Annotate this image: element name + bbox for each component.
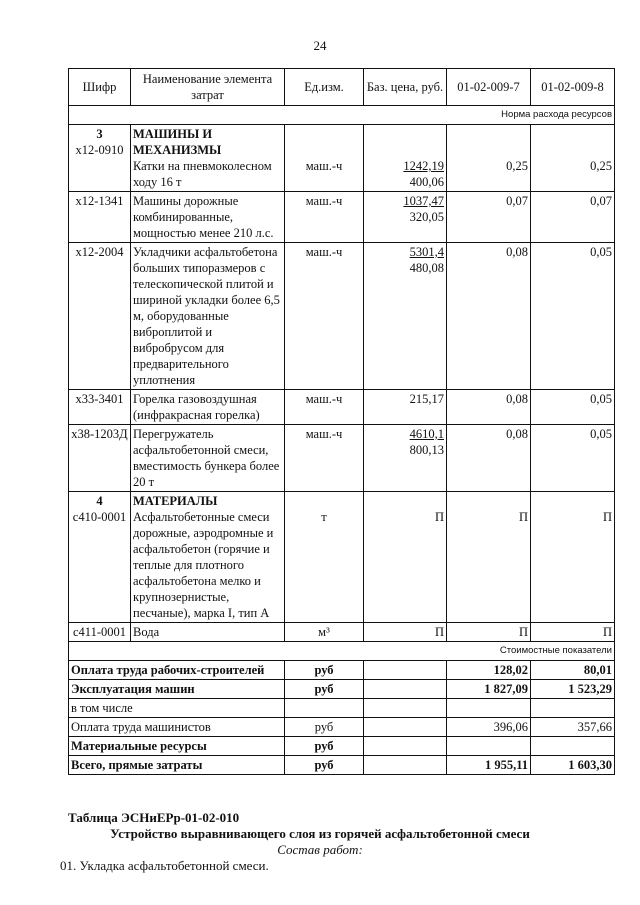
row-norm-col1-cell — [447, 243, 531, 390]
row-norm-col2: 0,05 — [590, 245, 612, 259]
row-norm-col1: 0,25 — [506, 159, 528, 173]
section-number: 4 — [96, 494, 103, 508]
row-norm-col1-cell — [447, 390, 531, 425]
row-price-labor: 480,08 — [409, 261, 444, 275]
row-code: х33-3401 — [75, 392, 124, 406]
cost-band-row — [69, 642, 615, 661]
row-name: Машины дорожные комбинированные, мощностью менее 210 л.с. — [133, 194, 274, 240]
totals-col2: 357,66 — [531, 718, 615, 737]
row-norm-col1: 0,08 — [506, 427, 528, 441]
row-norm-col2-cell — [531, 623, 615, 642]
row-name-cell — [131, 243, 285, 390]
totals-col2 — [531, 699, 615, 718]
header-col1: 01-02-009-7 — [447, 69, 531, 106]
totals-unit: руб — [285, 737, 364, 756]
row-price-cell — [364, 492, 447, 623]
header-col2: 01-02-009-8 — [531, 69, 615, 106]
row-unit: т — [321, 510, 327, 524]
row-norm-col2-cell — [531, 425, 615, 492]
row-name: Горелка газовоздушная (инфракрасная горелка) — [133, 392, 260, 422]
totals-unit: руб — [285, 680, 364, 699]
row-name-cell — [131, 492, 285, 623]
row-price-base: 215,17 — [409, 392, 444, 406]
totals-unit: руб — [285, 661, 364, 680]
row-norm-col1-cell — [447, 192, 531, 243]
totals-col2: 80,01 — [531, 661, 615, 680]
row-norm-col1: 0,07 — [506, 194, 528, 208]
row-unit: маш.-ч — [305, 159, 343, 173]
row-norm-col2: 0,05 — [590, 427, 612, 441]
totals-price-empty — [364, 661, 447, 680]
row-norm-col1-cell — [447, 623, 531, 642]
row-price-labor: 320,05 — [409, 210, 444, 224]
header-name: Наименование элемента затрат — [131, 69, 285, 106]
row-name-cell — [131, 390, 285, 425]
row-norm-col1: 0,08 — [506, 392, 528, 406]
row-norm-col1: 0,08 — [506, 245, 528, 259]
row-norm-col2: 0,05 — [590, 392, 612, 406]
totals-col1 — [447, 737, 531, 756]
totals-price-empty — [364, 737, 447, 756]
totals-name: Оплата труда рабочих-строителей — [69, 661, 285, 680]
totals-row — [69, 680, 615, 699]
row-price-base: П — [434, 625, 444, 639]
row-unit-cell — [285, 125, 364, 192]
totals-price-empty — [364, 699, 447, 718]
row-norm-col2: П — [602, 510, 612, 524]
composition-label: Состав работ: — [277, 842, 363, 857]
totals-row — [69, 756, 615, 775]
totals-unit — [285, 699, 364, 718]
row-code-cell — [69, 243, 131, 390]
row-norm-col2-cell — [531, 492, 615, 623]
table-row — [69, 425, 615, 492]
row-price-cell — [364, 623, 447, 642]
row-unit-cell — [285, 623, 364, 642]
row-norm-col1: П — [518, 625, 528, 639]
table-row — [69, 492, 615, 623]
row-name-cell — [131, 425, 285, 492]
row-norm-col2: 0,25 — [590, 159, 612, 173]
table-row — [69, 125, 615, 192]
row-code: х12-2004 — [75, 245, 124, 259]
row-price-labor: 800,13 — [409, 443, 444, 457]
row-norm-col1: П — [518, 510, 528, 524]
totals-col1 — [447, 699, 531, 718]
section-title: МАШИНЫ И МЕХАНИЗМЫ — [133, 127, 222, 157]
totals-col1: 1 827,09 — [447, 680, 531, 699]
row-code: х12-1341 — [75, 194, 124, 208]
row-unit-cell — [285, 390, 364, 425]
row-code-cell — [69, 125, 131, 192]
row-price-base: 5301,4 — [409, 245, 444, 259]
totals-name: в том числе — [69, 699, 285, 718]
row-unit-cell — [285, 243, 364, 390]
work-item: 01. Укладка асфальтобетонной смеси. — [60, 858, 269, 873]
totals-row — [69, 661, 615, 680]
row-code: с410-0001 — [72, 510, 127, 524]
page-number: 24 — [313, 38, 327, 53]
row-norm-col1-cell — [447, 125, 531, 192]
row-norm-col2: 0,07 — [590, 194, 612, 208]
row-code-cell — [69, 390, 131, 425]
row-price-base: 1037,47 — [403, 194, 444, 208]
row-code-cell — [69, 192, 131, 243]
row-code-cell — [69, 623, 131, 642]
row-unit: маш.-ч — [305, 194, 343, 208]
norm-band: Норма расхода ресурсов — [69, 106, 615, 125]
row-name-cell — [131, 125, 285, 192]
header-price: Баз. цена, руб. — [364, 69, 447, 106]
row-name: Катки на пневмоколесном ходу 16 т — [133, 159, 272, 189]
row-unit: маш.-ч — [305, 392, 343, 406]
table-row — [69, 390, 615, 425]
totals-unit: руб — [285, 718, 364, 737]
totals-name: Всего, прямые затраты — [69, 756, 285, 775]
row-name: Вода — [133, 625, 160, 639]
row-price-base: П — [434, 510, 444, 524]
row-unit-cell — [285, 425, 364, 492]
row-name: Укладчики асфальтобетона больших типоразмеров с телескопической плитой и шириной укладки более 6,5 м, оборудованные виброплитой и вибробрусом для предварительного уплотнения — [133, 245, 280, 387]
header-unit: Ед.изм. — [285, 69, 364, 106]
totals-col1: 128,02 — [447, 661, 531, 680]
totals-row — [69, 737, 615, 756]
row-price-labor: 400,06 — [409, 175, 444, 189]
cost-band: Стоимостные показатели — [69, 642, 615, 661]
table-row — [69, 243, 615, 390]
row-norm-col1-cell — [447, 425, 531, 492]
totals-unit: руб — [285, 756, 364, 775]
row-norm-col2-cell — [531, 390, 615, 425]
section-title: МАТЕРИАЛЫ — [133, 494, 218, 508]
table-header-row — [69, 69, 615, 106]
row-price-base: 1242,19 — [403, 159, 444, 173]
row-norm-col2-cell — [531, 192, 615, 243]
row-name-cell — [131, 192, 285, 243]
row-unit: маш.-ч — [305, 245, 343, 259]
table-caption: Таблица ЭСНиЕРр-01-02-010 — [68, 810, 240, 825]
norm-band-row — [69, 106, 615, 125]
row-price-cell — [364, 390, 447, 425]
row-norm-col1-cell — [447, 492, 531, 623]
row-price-cell — [364, 243, 447, 390]
row-price-cell — [364, 192, 447, 243]
table-title: Устройство выравнивающего слоя из горячей асфальтобетонной смеси — [110, 826, 530, 841]
totals-col1: 1 955,11 — [447, 756, 531, 775]
row-price-base: 4610,1 — [409, 427, 444, 441]
totals-col2: 1 523,29 — [531, 680, 615, 699]
row-norm-col2-cell — [531, 125, 615, 192]
row-norm-col2-cell — [531, 243, 615, 390]
row-name: Перегружатель асфальтобетонной смеси, вместимость бункера более 20 т — [133, 427, 280, 489]
row-code: х12-0910 — [75, 143, 124, 157]
row-code-cell — [69, 492, 131, 623]
row-price-cell — [364, 125, 447, 192]
totals-row — [69, 718, 615, 737]
row-unit: м³ — [318, 625, 330, 639]
row-unit-cell — [285, 192, 364, 243]
row-unit: маш.-ч — [305, 427, 343, 441]
row-code: х38-1203Д — [71, 427, 128, 441]
section-number: 3 — [96, 127, 103, 141]
totals-price-empty — [364, 680, 447, 699]
totals-name: Эксплуатация машин — [69, 680, 285, 699]
row-name-cell — [131, 623, 285, 642]
header-code: Шифр — [69, 69, 131, 106]
row-norm-col2: П — [602, 625, 612, 639]
row-unit-cell — [285, 492, 364, 623]
totals-row — [69, 699, 615, 718]
totals-col1: 396,06 — [447, 718, 531, 737]
totals-price-empty — [364, 756, 447, 775]
row-price-cell — [364, 425, 447, 492]
totals-col2 — [531, 737, 615, 756]
totals-name: Материальные ресурсы — [69, 737, 285, 756]
row-code-cell — [69, 425, 131, 492]
totals-col2: 1 603,30 — [531, 756, 615, 775]
totals-name: Оплата труда машинистов — [69, 718, 285, 737]
table-row — [69, 623, 615, 642]
table-row — [69, 192, 615, 243]
totals-price-empty — [364, 718, 447, 737]
resource-table — [68, 68, 615, 775]
row-code: с411-0001 — [73, 625, 126, 639]
row-name: Асфальтобетонные смеси дорожные, аэродромные и асфальтобетон (горячие и теплые для плотного асфальтобетона мелко и крупнозернистые, песчаные), марка I, тип А — [133, 510, 274, 620]
